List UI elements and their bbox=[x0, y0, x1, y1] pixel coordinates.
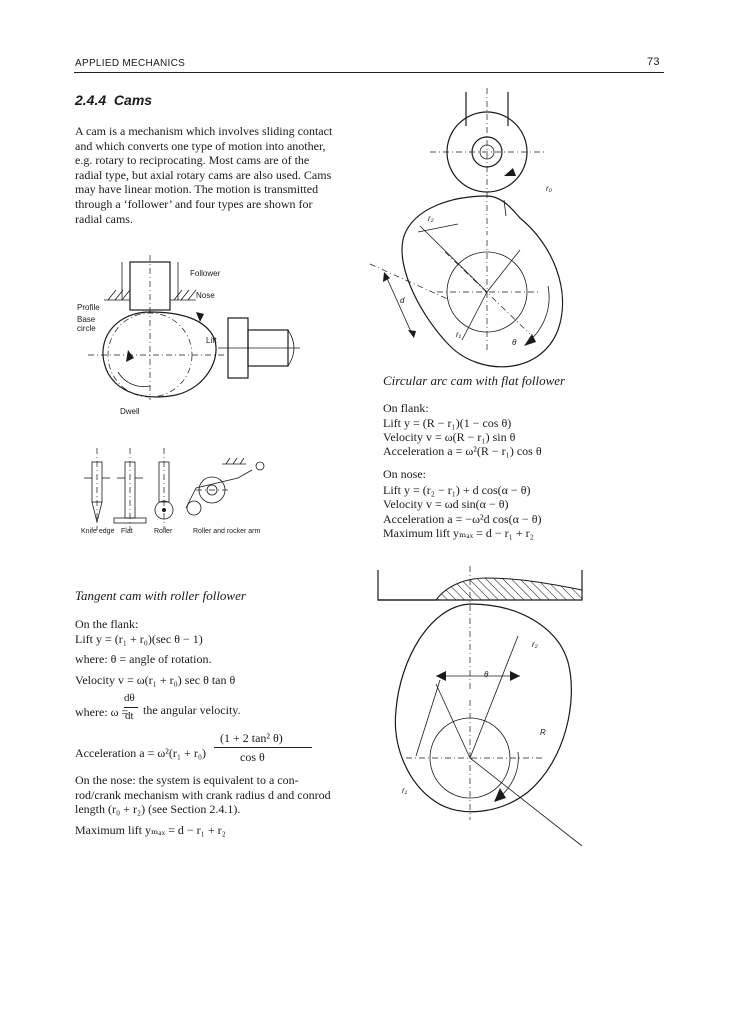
circular-cam-caption: Circular arc cam with flat follower bbox=[383, 373, 566, 388]
running-title: APPLIED MECHANICS bbox=[75, 58, 186, 69]
intro-line: may have linear motion. The motion is transmitted bbox=[75, 182, 319, 197]
nose-line: On the nose: the system is equivalent to a con- bbox=[75, 773, 299, 787]
label-lift: Lift bbox=[206, 336, 217, 345]
circular-flank-heading: On flank: bbox=[383, 401, 429, 415]
tangent-cam-outline bbox=[395, 604, 571, 812]
circular-flank-accel: Acceleration a = ω²(R − r₁) cos θ bbox=[383, 444, 542, 458]
tangent-omega-num: dθ bbox=[124, 692, 135, 704]
nose-line: rod/crank mechanism with crank radius d and conrod bbox=[75, 787, 331, 802]
label-r1: r₁ bbox=[456, 330, 462, 339]
label-dwell: Dwell bbox=[120, 407, 140, 416]
tangent-accel-den: cos θ bbox=[240, 750, 265, 764]
circular-flank-lift: Lift y = (R − r₁)(1 − cos θ) bbox=[383, 416, 512, 430]
section-title: Cams bbox=[113, 92, 153, 108]
label-r0: r₀ bbox=[546, 184, 553, 193]
tangent-where-theta: where: θ = angle of rotation. bbox=[75, 652, 212, 666]
intro-line: A cam is a mechanism which involves sliding contact bbox=[75, 124, 333, 138]
tangent-max-lift: Maximum lift yₘₐₓ = d − r₁ + r₂ bbox=[75, 823, 226, 837]
circular-flank-velocity: Velocity v = ω(R − r₁) sin θ bbox=[383, 430, 516, 444]
tangent-where-omega-suffix: the angular velocity. bbox=[143, 703, 241, 717]
label-profile: Profile bbox=[77, 303, 100, 312]
intro-line: radial cams. bbox=[75, 211, 133, 226]
page-number: 73 bbox=[647, 56, 660, 68]
circular-nose-heading: On nose: bbox=[383, 467, 426, 481]
tangent-where-omega-prefix: where: ω = bbox=[75, 705, 129, 719]
label-theta: θ bbox=[512, 338, 517, 347]
tangent-lift: Lift y = (r₁ + r₀)(sec θ − 1) bbox=[75, 632, 203, 646]
intro-line: and which converts one type of motion into another, bbox=[75, 138, 326, 153]
intro-line: radial type, but axial rotary cams are also used. Cams bbox=[75, 167, 332, 182]
label-nose: Nose bbox=[196, 291, 215, 300]
tangent-velocity: Velocity v = ω(r₁ + r₀) sec θ tan θ bbox=[75, 673, 236, 687]
circular-nose-accel: Acceleration a = −ω²d cos(α − θ) bbox=[383, 512, 542, 526]
follower-type-roller: Roller bbox=[154, 528, 173, 535]
circular-nose-lift: Lift y = (r₂ − r₁) + d cos(α − θ) bbox=[383, 483, 531, 497]
tangent-flank-heading: On the flank: bbox=[75, 617, 139, 631]
label-r2: r₂ bbox=[428, 214, 434, 223]
tangent-omega-den: dt bbox=[125, 710, 134, 722]
intro-line: through a ‘follower’ and four types are shown for bbox=[75, 196, 313, 211]
nose-line: length (r₀ + r₂) (see Section 2.4.1). bbox=[75, 802, 241, 817]
label-d: d bbox=[400, 296, 405, 305]
intro-line: e.g. rotary to reciprocating. Most cams are of the bbox=[75, 153, 310, 168]
label-base-circle: Base circle bbox=[77, 315, 96, 333]
section-number: 2.4.4 bbox=[75, 92, 107, 108]
follower-type-rocker: Roller and rocker arm bbox=[193, 528, 261, 535]
label-r1-tangent: r₁ bbox=[402, 786, 408, 795]
label-theta-tangent: θ bbox=[484, 670, 489, 679]
label-R: R bbox=[540, 728, 546, 737]
tangent-accel-num: (1 + 2 tan² θ) bbox=[220, 731, 283, 745]
follower-type-flat: Flat bbox=[121, 528, 133, 535]
label-r2-tangent: r₂ bbox=[532, 640, 538, 649]
circular-nose-velocity: Velocity v = ωd sin(α − θ) bbox=[383, 497, 509, 511]
tangent-cam-caption: Tangent cam with roller follower bbox=[75, 588, 246, 603]
circular-max-lift: Maximum lift yₘₐₓ = d − r₁ + r₂ bbox=[383, 526, 534, 540]
label-follower: Follower bbox=[190, 269, 221, 278]
tangent-accel-prefix: Acceleration a = ω²(r₁ + r₀) bbox=[75, 746, 207, 760]
follower-type-knife: Knife edge bbox=[81, 528, 115, 535]
